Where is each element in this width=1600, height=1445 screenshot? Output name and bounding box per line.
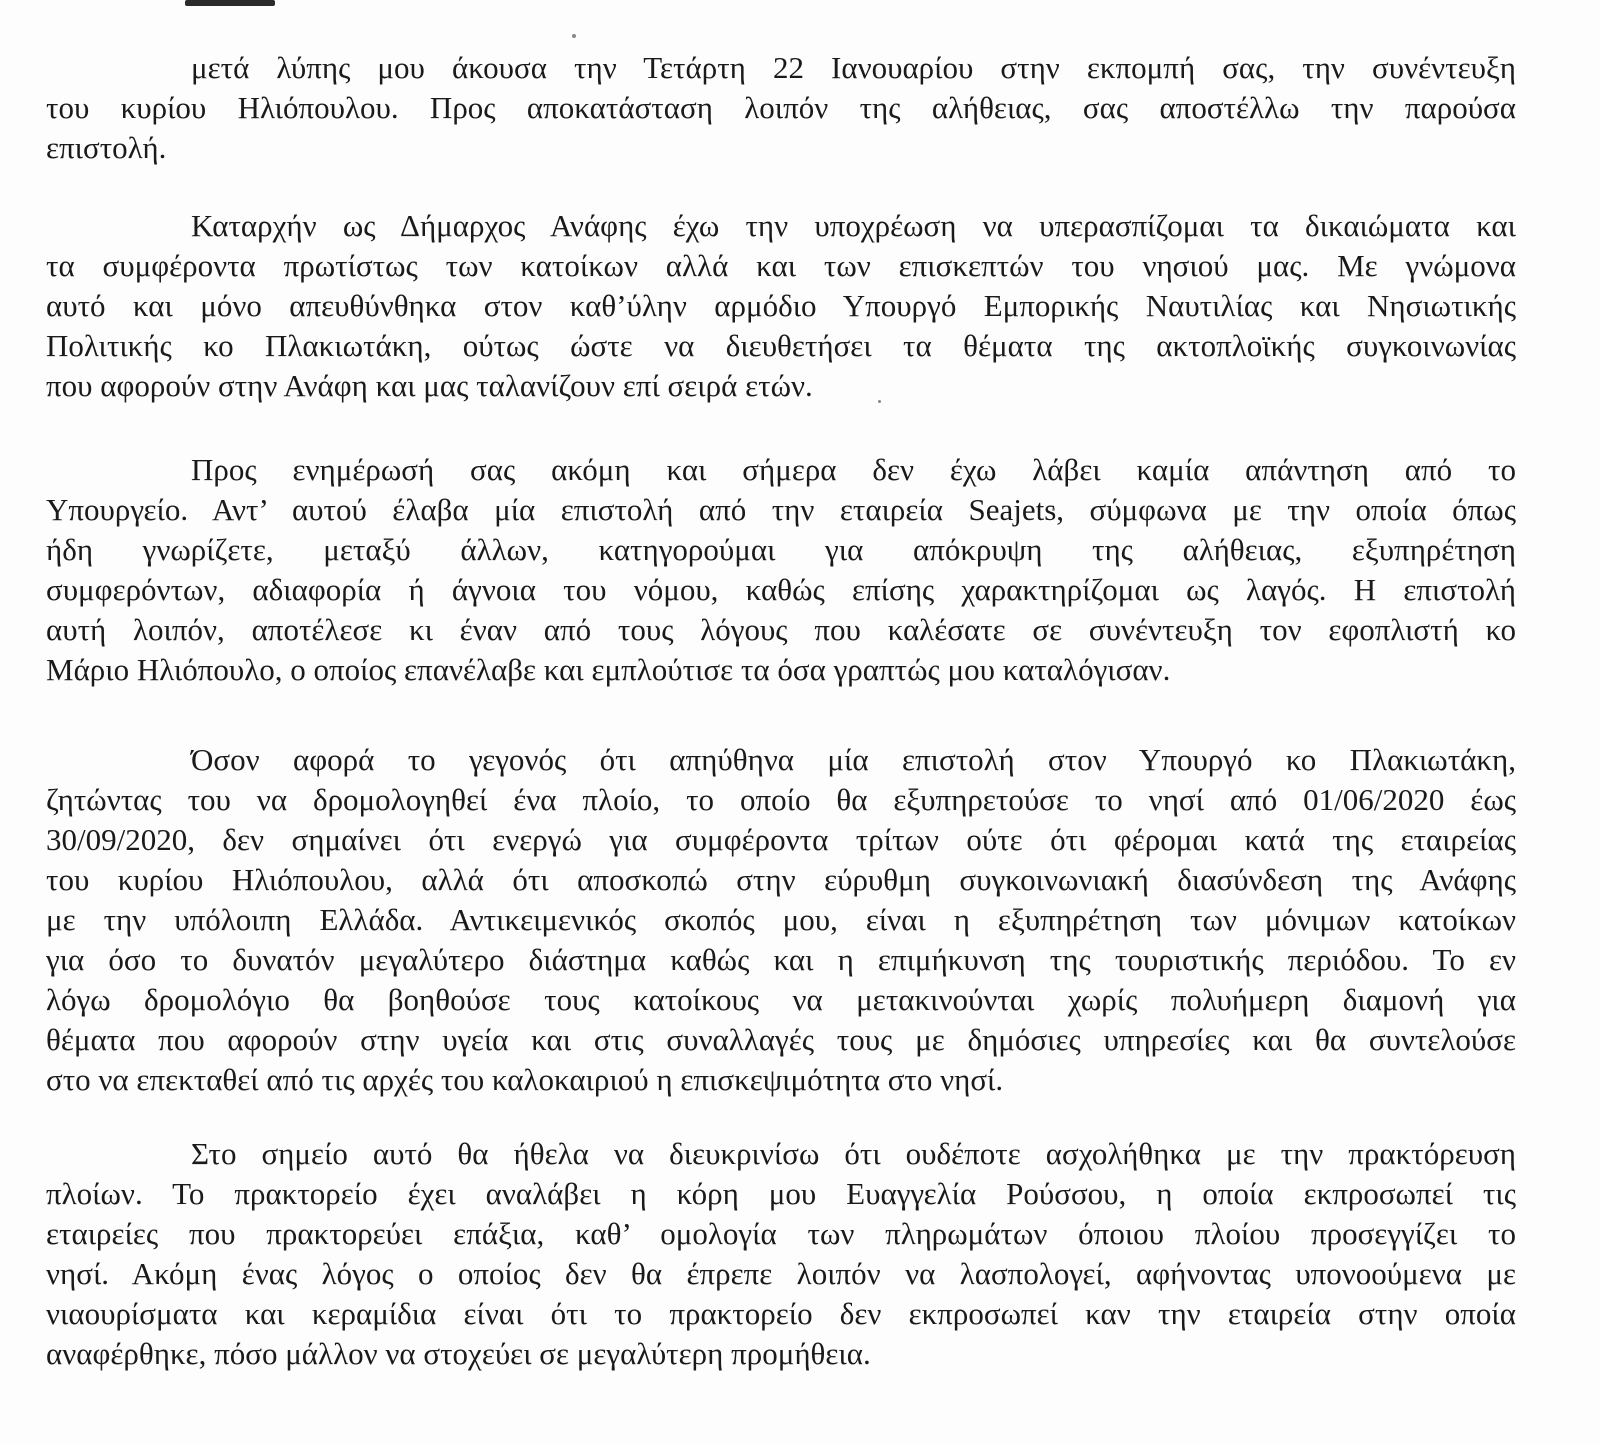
paragraph-line: νησί. Ακόμη ένας λόγος ο οποίος δεν θα έπρεπε λοιπόν να λασπολογεί, αφήνοντας υπονοούμενα με	[46, 1256, 1516, 1291]
paragraph-line: Υπουργείο. Αντ’ αυτού έλαβα μία επιστολή από την εταιρεία Seajets, σύμφωνα με την οποία όπως	[46, 492, 1516, 527]
paragraph-line: αυτή λοιπόν, αποτέλεσε κι έναν από τους λόγους που καλέσατε σε συνέντευξη τον εφοπλιστή κο	[46, 612, 1516, 647]
paragraph-line: ήδη γνωρίζετε, μεταξύ άλλων, κατηγορούμαι για απόκρυψη της αλήθειας, εξυπηρέτηση	[46, 532, 1516, 567]
paragraph-line: συμφερόντων, αδιαφορία ή άγνοια του νόμου, καθώς επίσης χαρακτηρίζομαι ως λαγός. Η επιστολή	[46, 572, 1516, 607]
paragraph-1	[46, 48, 1516, 168]
paragraph-line: ζητώντας του να δρομολογηθεί ένα πλοίο, το οποίο θα εξυπηρετούσε το νησί από 01/06/2020 έως	[46, 782, 1516, 817]
paragraph-line: θέματα που αφορούν στην υγεία και στις συναλλαγές τους με δημόσιες υπηρεσίες και θα συντελούσε	[46, 1022, 1516, 1057]
paragraph-line: Στο σημείο αυτό θα ήθελα να διευκρινίσω ότι ουδέποτε ασχολήθηκα με την πρακτόρευση	[191, 1136, 1516, 1171]
paragraph-line: Προς ενημέρωσή σας ακόμη και σήμερα δεν έχω λάβει καμία απάντηση από το	[191, 452, 1516, 487]
paragraph-line: που αφορούν στην Ανάφη και μας ταλανίζουν επί σειρά ετών.	[46, 368, 813, 403]
paragraph-line: επιστολή.	[46, 130, 167, 165]
paragraph-2	[46, 206, 1516, 406]
paragraph-line: 30/09/2020, δεν σημαίνει ότι ενεργώ για συμφέροντα τρίτων ούτε ότι φέρομαι κατά της εταιρείας	[46, 822, 1516, 857]
paragraph-line: τα συμφέροντα πρωτίστως των κατοίκων αλλά και των επισκεπτών του νησιού μας. Με γνώμονα	[46, 248, 1516, 283]
paragraph-line: νιαουρίσματα και κεραμίδια είναι ότι το πρακτορείο δεν εκπροσωπεί καν την εταιρεία στην οποία	[46, 1296, 1516, 1331]
paragraph-line: με την υπόλοιπη Ελλάδα. Αντικειμενικός σκοπός μου, είναι η εξυπηρέτηση των μόνιμων κατοίκων	[46, 902, 1516, 937]
scan-edge-mark	[185, 0, 275, 6]
paragraph-line: λόγω δρομολόγιο θα βοηθούσε τους κατοίκους να μετακινούνται χωρίς πολυήμερη διαμονή για	[46, 982, 1516, 1017]
paragraph-4	[46, 740, 1516, 1100]
paragraph-line: εταιρείες που πρακτορεύει επάξια, καθ’ ομολογία των πληρωμάτων όποιου πλοίου προσεγγίζει το	[46, 1216, 1516, 1251]
paragraph-line: στο να επεκταθεί από τις αρχές του καλοκαιριού η επισκεψιμότητα στο νησί.	[46, 1062, 1004, 1097]
paragraph-line: του κυρίου Ηλιόπουλου, αλλά ότι αποσκοπώ στην εύρυθμη συγκοινωνιακή διασύνδεση της Ανάφης	[46, 862, 1516, 897]
paragraph-line: Καταρχήν ως Δήμαρχος Ανάφης έχω την υποχρέωση να υπερασπίζομαι τα δικαιώματα και	[191, 208, 1516, 243]
paragraph-line: αναφέρθηκε, πόσο μάλλον να στοχεύει σε μεγαλύτερη προμήθεια.	[46, 1336, 871, 1371]
paragraph-line: μετά λύπης μου άκουσα την Τετάρτη 22 Ιανουαρίου στην εκπομπή σας, την συνέντευξη	[191, 50, 1516, 85]
paragraph-5	[46, 1134, 1516, 1374]
paragraph-line: για όσο το δυνατόν μεγαλύτερο διάστημα καθώς και η επιμήκυνση της τουριστικής περιόδου. Το εν	[46, 942, 1516, 977]
scan-speck	[572, 34, 576, 38]
paragraph-3	[46, 450, 1516, 690]
paragraph-line: Μάριο Ηλιόπουλο, ο οποίος επανέλαβε και εμπλούτισε τα όσα γραπτώς μου καταλόγισαν.	[46, 652, 1171, 687]
paragraph-line: Πολιτικής κο Πλακιωτάκη, ούτως ώστε να διευθετήσει τα θέματα της ακτοπλοϊκής συγκοινωνίας	[46, 328, 1516, 363]
paragraph-line: Όσον αφορά το γεγονός ότι απηύθηνα μία επιστολή στον Υπουργό κο Πλακιωτάκη,	[191, 742, 1516, 777]
paragraph-line: του κυρίου Ηλιόπουλου. Προς αποκατάσταση λοιπόν της αλήθειας, σας αποστέλλω την παρούσα	[46, 90, 1516, 125]
paragraph-line: πλοίων. Το πρακτορείο έχει αναλάβει η κόρη μου Ευαγγελία Ρούσσου, η οποία εκπροσωπεί τις	[46, 1176, 1516, 1211]
paragraph-line: αυτό και μόνο απευθύνθηκα στον καθ’ύλην αρμόδιο Υπουργό Εμπορικής Ναυτιλίας και Νησιωτικής	[46, 288, 1516, 323]
